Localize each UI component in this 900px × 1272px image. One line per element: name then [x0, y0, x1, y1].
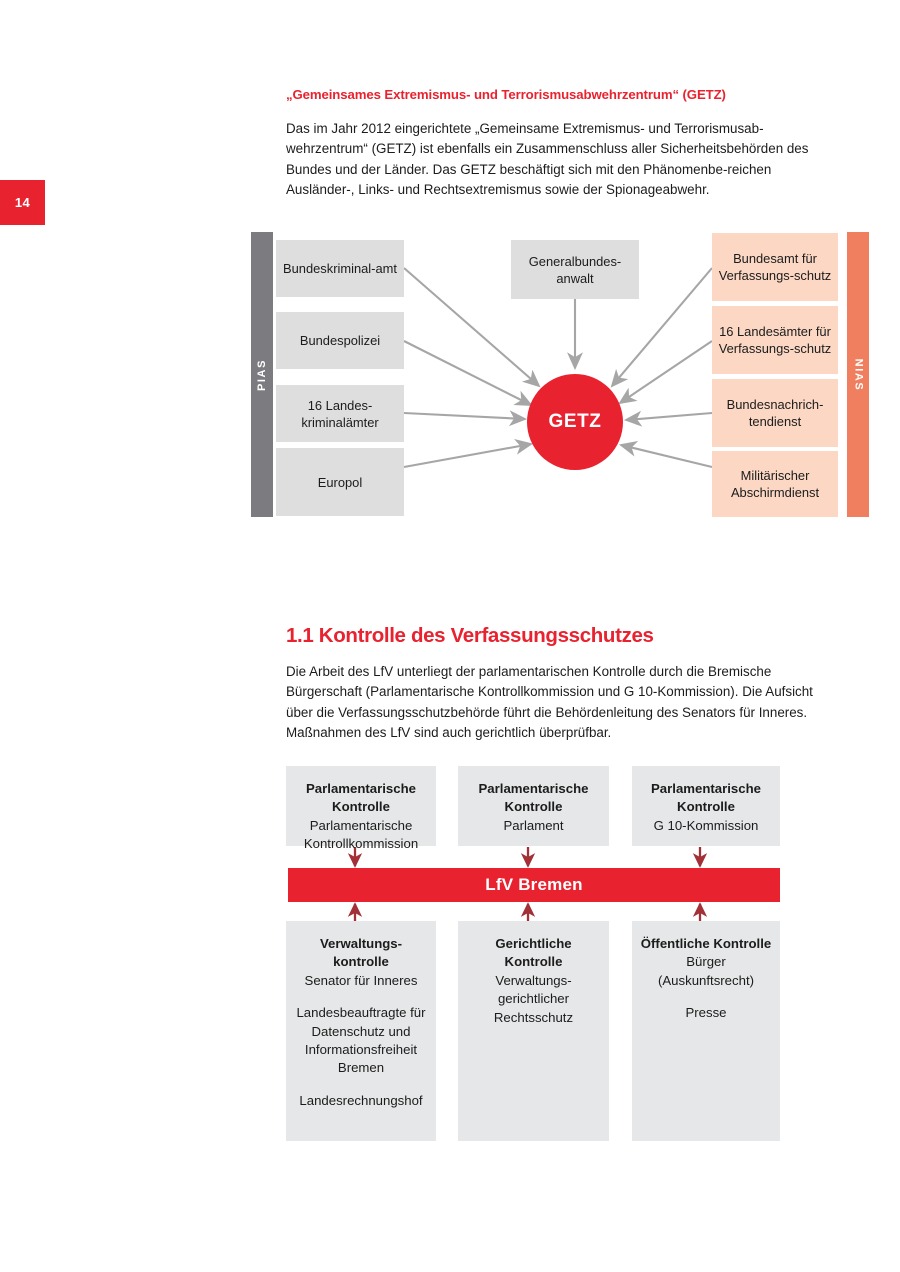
section-heading-1-1: 1.1 Kontrolle des Verfassungsschutzes — [286, 624, 654, 647]
getz-group-label-pias — [251, 232, 273, 517]
control-box-title: Öffentliche Kontrolle — [640, 936, 772, 951]
control-box-line: Bürger (Auskunftsrecht) — [657, 954, 754, 988]
control-box-title: Parlamentarische Kontrolle — [651, 781, 761, 815]
getz-center-circle — [527, 374, 623, 470]
getz-box-europol: Europol — [276, 448, 404, 516]
getz-box-landesaemter-verfassungsschutz: 16 Landesämter für Verfassungs-schutz — [712, 306, 838, 374]
getz-box-bundespolizei: Bundespolizei — [276, 312, 404, 369]
getz-box-bundesnachrichtendienst: Bundesnachrich-tendienst — [712, 379, 838, 447]
getz-heading: „Gemeinsames Extremismus- und Terrorismusabwehrzentrum“ (GETZ) — [286, 87, 726, 102]
control-box-line: Senator für Inneres — [304, 972, 418, 988]
getz-box-militaerischer-abschirmdienst: Militärischer Abschirmdienst — [712, 451, 838, 517]
getz-box-landeskriminalaemter: 16 Landes-kriminalämter — [276, 385, 404, 442]
getz-box-bundesamt-verfassungsschutz: Bundesamt für Verfassungs-schutz — [712, 233, 838, 301]
getz-box-generalbundesanwalt: Generalbundes-anwalt — [511, 240, 639, 299]
control-box-parlament — [458, 766, 609, 846]
pias-label: PIAS — [256, 358, 269, 391]
page-number: 14 — [14, 195, 31, 210]
control-center-label: LfV Bremen — [485, 875, 583, 894]
control-box-parlamentarische-kontrollkommission — [286, 766, 436, 852]
control-box-gerichtliche-kontrolle — [458, 921, 609, 1141]
getz-paragraph: Das im Jahr 2012 eingerichtete „Gemeinsame Extremismus- und Terrorismusab-wehrzentrum“ (GETZ) ist ebenfalls ein Zusammenschluss aller Sicherheitsbehörden des Bundes und der Länder. Das GETZ beschäftigt sich mit den Phänomenbe-reichen Ausländer-, Links- und Rechtsextremismus sowie der Spionageabwehr. — [286, 121, 809, 198]
control-box-line: Verwaltungs-gerichtlicher Rechtsschutz — [493, 972, 574, 1025]
control-box-line: G 10-Kommission — [653, 817, 759, 833]
control-box-title: Gerichtliche Kontrolle — [495, 936, 572, 970]
getz-box-bundeskriminalamt: Bundeskriminal-amt — [276, 240, 404, 297]
control-box-title: Parlamentarische Kontrolle — [306, 781, 416, 815]
control-box-line: Landesbeauftragte für Datenschutz und Informationsfreiheit Bremen — [296, 1005, 426, 1076]
control-paragraph: Die Arbeit des LfV unterliegt der parlamentarischen Kontrolle durch die Bremische Bürgerschaft (Parlamentarische Kontrollkommission und G 10-Kommission). Die Aufsicht über die Verfassungsschutzbehörde führt die Behördenleitung des Senators für Inneres. Maßnahmen des LfV sind auch gerichtlich überprüfbar. — [286, 664, 813, 741]
control-box-line: Landesrechnungshof — [299, 1092, 423, 1108]
control-box-title: Parlamentarische Kontrolle — [478, 781, 589, 815]
getz-group-label-nias — [847, 232, 869, 517]
control-box-g10-kommission — [632, 766, 780, 846]
control-box-line: Parlamentarische Kontrollkommission — [303, 817, 419, 852]
control-box-title: Verwaltungs-kontrolle — [319, 936, 403, 970]
control-box-oeffentliche-kontrolle — [632, 921, 780, 1141]
control-box-line: Presse — [685, 1005, 727, 1021]
control-box-line: Parlament — [503, 817, 564, 833]
page-number-badge — [0, 180, 45, 225]
control-box-verwaltungskontrolle — [286, 921, 436, 1141]
getz-center-label: GETZ — [548, 411, 602, 432]
control-center-bar — [288, 868, 780, 902]
nias-label: NIAS — [852, 358, 864, 391]
